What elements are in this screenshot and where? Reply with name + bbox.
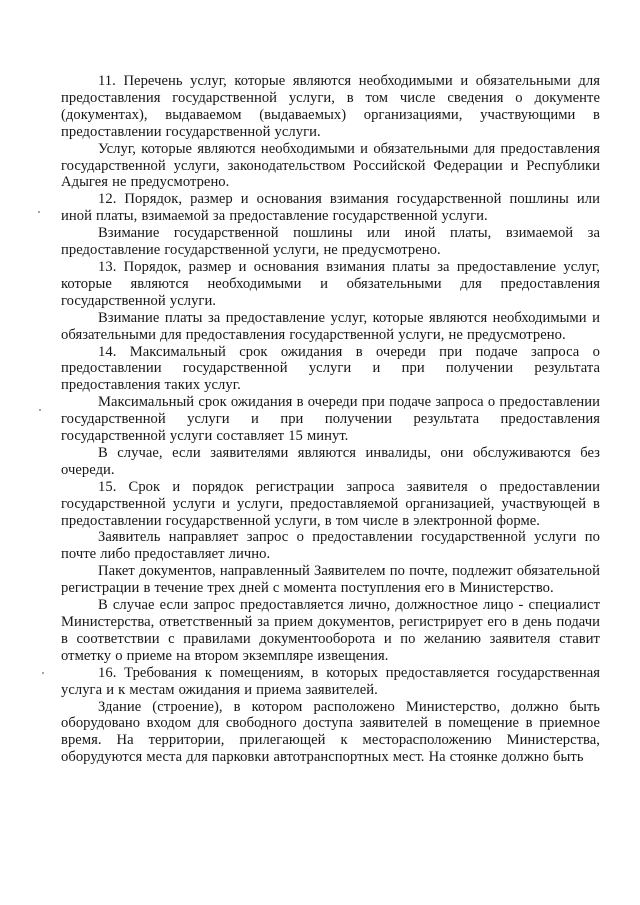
scan-speck [39, 409, 41, 411]
paragraph-15-heading: 15. Срок и порядок регистрации запроса заявителя о предоставлении государственной услуги и услуги, предоставляемой организацией, участвующей в предоставлении государственной услуги, в том числе в электронной форме. [61, 478, 600, 529]
document-body [61, 73, 600, 766]
paragraph-14-invalids: В случае, если заявителями являются инвалиды, они обслуживаются без очереди. [61, 444, 600, 478]
paragraph-12-heading: 12. Порядок, размер и основания взимания государственной пошлины или иной платы, взимаемой за предоставление государственной услуги. [61, 191, 600, 225]
paragraph-15-package: Пакет документов, направленный Заявителем по почте, подлежит обязательной регистрации в течение трех дней с момента поступления его в Министерство. [61, 563, 600, 597]
scan-speck [38, 211, 40, 213]
paragraph-11-heading: 11. Перечень услуг, которые являются необходимыми и обязательными для предоставления государственной услуги, в том числе сведения о документе (документах), выдаваемом (выдаваемых) организациями, участвующими в предоставлении государственной услуги. [61, 73, 600, 140]
paragraph-16-heading: 16. Требования к помещениям, в которых предоставляется государственная услуга и к местам ожидания и приема заявителей. [61, 664, 600, 698]
paragraph-14-heading: 14. Максимальный срок ожидания в очереди при подаче запроса о предоставлении государственной услуги и при получении результата предоставления таких услуг. [61, 343, 600, 394]
paragraph-13-text: Взимание платы за предоставление услуг, которые являются необходимыми и обязательными для предоставления государственной услуги, не предусмотрено. [61, 309, 600, 343]
paragraph-11-text: Услуг, которые являются необходимыми и обязательными для предоставления государственной услуги, законодательством Российской Федерации и Республики Адыгея не предусмотрено. [61, 140, 600, 191]
paragraph-15-in-person: В случае если запрос предоставляется лично, должностное лицо - специалист Министерства, ответственный за прием документов, регистрирует его в день подачи в соответствии с правилами документооборота и по желанию заявителя ставит отметку о приеме на втором экземпляре извещения. [61, 597, 600, 664]
paragraph-13-heading: 13. Порядок, размер и основания взимания платы за предоставление услуг, которые являются необходимыми и обязательными для предоставления государственной услуги. [61, 258, 600, 309]
paragraph-16-building: Здание (строение), в котором расположено Министерство, должно быть оборудовано входом для свободного доступа заявителей в помещение в приемное время. На территории, прилегающей к месторасположению Министерства, оборудуются места для парковки автотранспортных мест. На стоянке должно быть [61, 698, 600, 766]
paragraph-12-text: Взимание государственной пошлины или иной платы, взимаемой за предоставление государственной услуги, не предусмотрено. [61, 225, 600, 259]
scan-speck [42, 672, 44, 674]
paragraph-14-text: Максимальный срок ожидания в очереди при подаче запроса о предоставлении государственной услуги и при получении результата предоставления государственной услуги составляет 15 минут. [61, 394, 600, 445]
paragraph-15-mail: Заявитель направляет запрос о предоставлении государственной услуги по почте либо предоставляет лично. [61, 529, 600, 563]
